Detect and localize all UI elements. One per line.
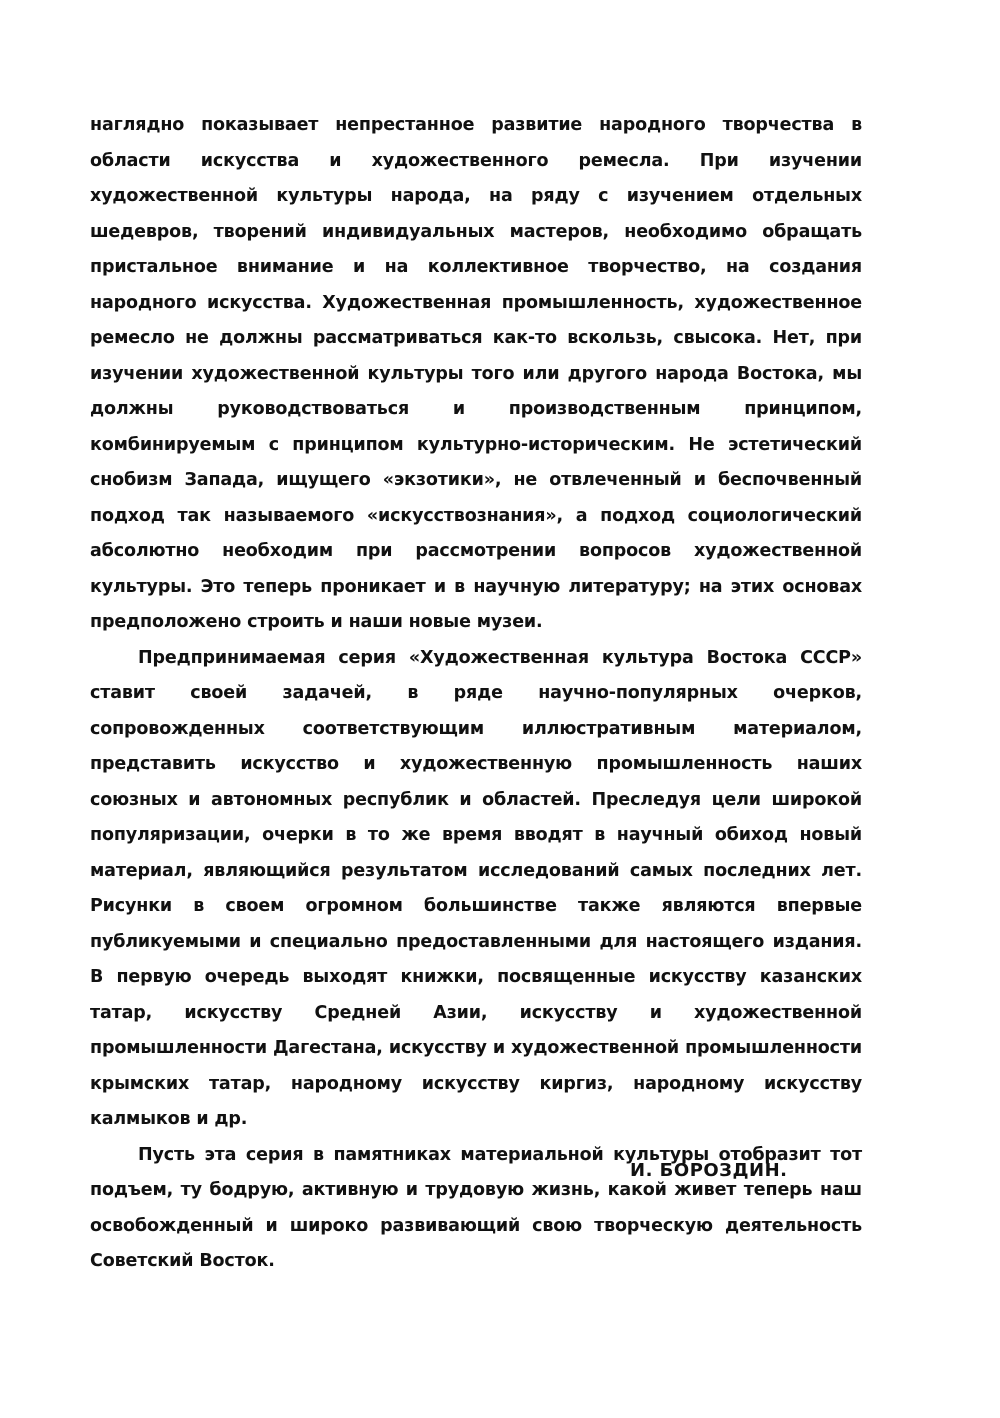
body-text [90, 108, 862, 1280]
paragraph-continuation: наглядно показывает непрестанное развитие народного творчества в области искусства и художественного ремесла. При изучении художественной культуры народа, на ряду с изучением отдельных шедевров, творений индивидуальных мастеров, необходимо обращать пристальное внимание и на коллективное творчество, на создания народного искусства. Художественная промышленность, художественное ремесло не должны рассматриваться как-то вскользь, свысока. Нет, при изучении художественной культуры того или другого народа Востока, мы должны руководствоваться и производственным принципом, комбинируемым с принципом культурно-историческим. Не эстетический снобизм Запада, ищущего «экзотики», не отвлеченный и беспочвенный подход так называемого «искусствознания», а подход социологический абсолютно необходим при рассмотрении вопросов художественной культуры. Это теперь проникает и в научную литературу; на этих основах предположено строить и наши новые музеи. [90, 115, 862, 632]
author-signature: И. БОРОЗДИН. [630, 1160, 788, 1181]
paragraph-series-intro: Предпринимаемая серия «Художественная культура Востока СССР» ставит своей задачей, в ряде научно-популярных очерков, сопровожденных соответствующим иллюстративным материалом, представить искусство и художественную промышленность наших союзных и автономных республик и областей. Преследуя цели широкой популяризации, очерки в то же время вводят в научный обиход новый материал, являющийся результатом исследований самых последних лет. Рисунки в своем огромном большинстве также являются впервые публикуемыми и специально предоставленными для настоящего издания. В первую очередь выходят книжки, посвященные искусству казанских татар, искусству Средней Азии, искусству и художественной промышленности Дагестана, искусству и художественной промышленности крымских татар, народному искусству киргиз, народному искусству калмыков и др. [90, 647, 862, 1129]
paragraph-closing: Пусть эта серия в памятниках материальной культуры отобразит тот подъем, ту бодрую, активную и трудовую жизнь, какой живет теперь наш освобожденный и широко развивающий свою творческую деятельность Советский Восток. [90, 1144, 862, 1271]
